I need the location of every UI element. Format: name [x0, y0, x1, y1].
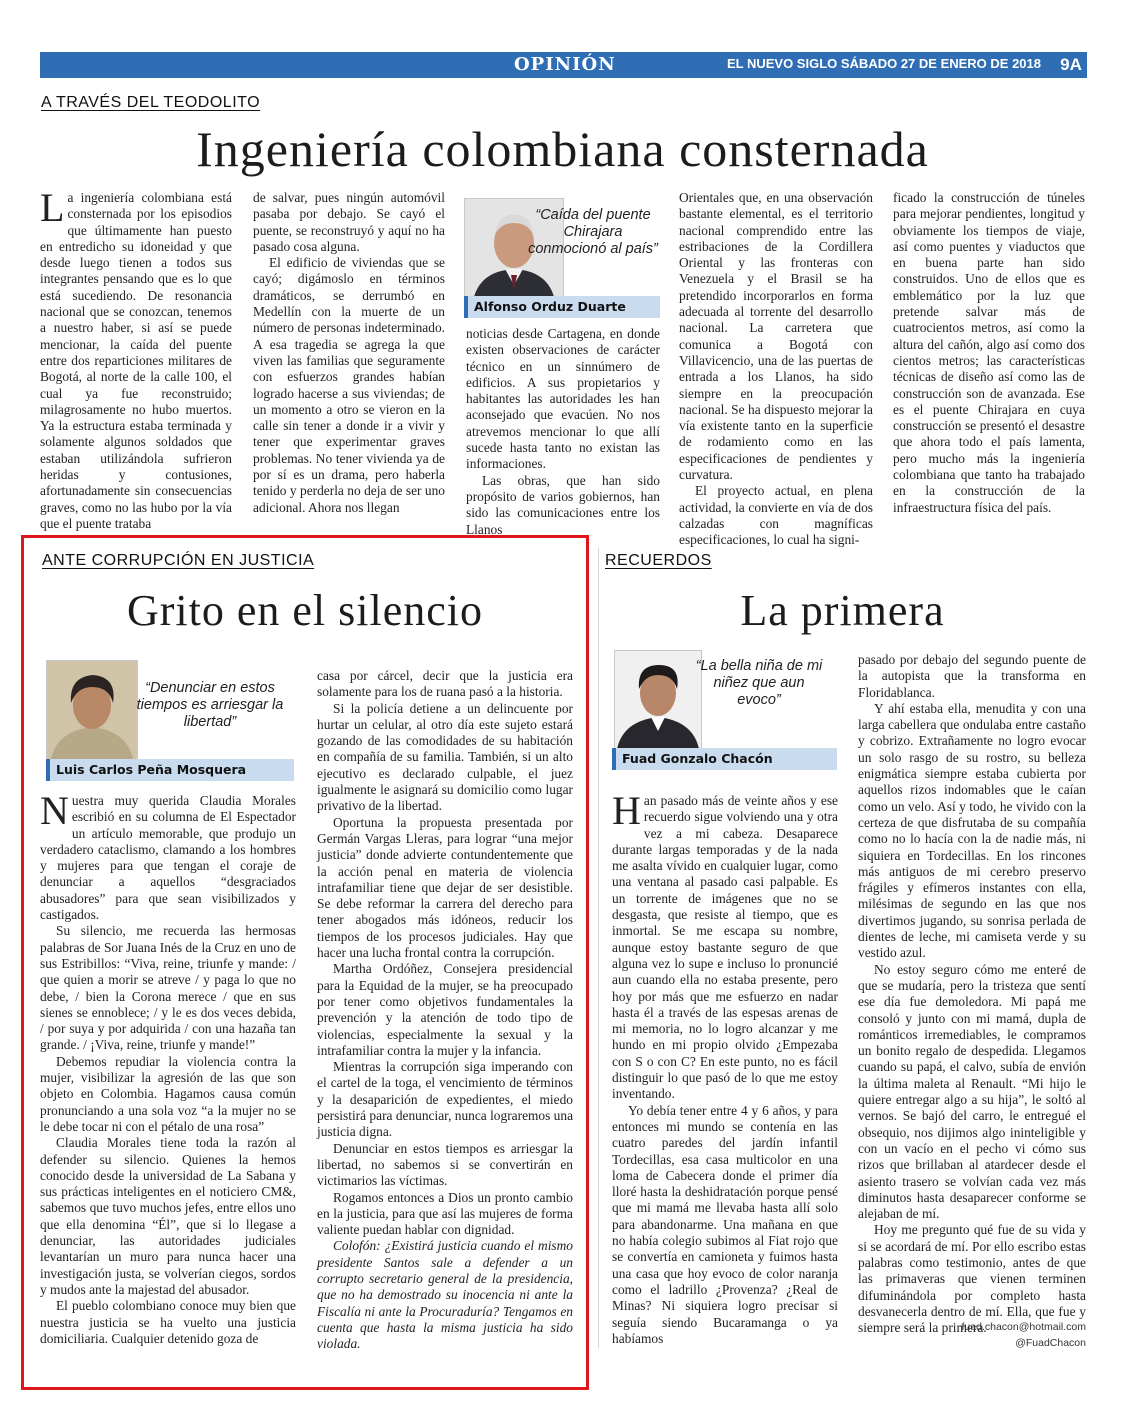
article2-paragraph: Colofón: ¿Existirá justicia cuando el mismo presidente Santos sale a defender a un corrupto secretario general de la presidencia, que no ha demostrado su inocencia ni ante la Fiscalía ni ante la Procuraduría? Tengamos en cuenta que hasta la misma justicia ha sido violada. [317, 1238, 573, 1352]
article2-paragraph: Mientras la corrupción siga imperando con el cartel de la toga, el vencimiento de términos y la desaparición de expedientes, el miedo persistirá para denunciar, nunca lograremos una justicia digna. [317, 1059, 574, 1140]
article1-paragraph: noticias desde Cartagena, en donde existen observaciones de carácter técnico en un sinnúmero de edificios. A sus propietarios y habitantes las autoridades les han aconsejado que evacúen. No nos atrevemos mencionar lo que allí sucede hasta tanto no existan las informaciones. [466, 326, 660, 472]
article1-column-2 [253, 190, 445, 525]
article2-paragraph: casa por cárcel, decir que la justicia era solamente para los de ruana pasó a la historia. [317, 668, 573, 700]
issue-date: SÁBADO 27 DE ENERO DE 2018 [840, 56, 1041, 71]
article3-column-1 [612, 788, 838, 1363]
article2-paragraph: Debemos repudiar la violencia contra la mujer, visibilizar la agresión de las que son objeto en Colombia. Hagamos causa común pronunciando a una sola voz “a la mujer no se le debe tocar ni con el pétalo de una rosa” [40, 1053, 296, 1134]
author-photo-pena [46, 660, 138, 760]
article2-paragraph: Martha Ordóñez, Consejera presidencial para la Equidad de la mujer, se ha preocupado por tener como objetivos fundamentales la prevención y la atención de todo tipo de violencias, especialmente la sexual y la intrafamiliar contra la mujer y la infancia. [317, 961, 573, 1058]
article2-headline: Grito en el silencio [126, 586, 483, 635]
article1-paragraph: El edificio de viviendas que se cayó; digámoslo en términos dramáticos, se derrumbó en Medellín con la muerte de un número de personas indeterminado. A esa tragedia se agrega la que viven las familias que seguramente con esfuerzos grandes habían logrado hacerse a sus viviendas; de un momento a otro se vieron en la calle sin tener a donde ir a vivir y tener que experimentar graves problemas. No tener vivienda ya de por sí es un drama, pero haberla tenido y perderla no deja de ser uno adicional. Ahora nos llegan [253, 255, 445, 515]
article3-paragraph: Yo debía tener entre 4 y 6 años, y para entonces mi mundo se contenía en las cuatro paredes del jardín infantil Tordecillas, esa casa multicolor en una loma de Cabecera donde el primer día lloré hasta la deshidratación porque pensé que mi mamá me llevaba hasta allí solo para abandonarme. Una mañana en que no había colegio subimos al Fiat rojo que se convertía en camioneta y fuimos hasta una casa que hoy evoco de color naranja como el ladrillo ¿Provenza? ¿Real de Minas? Ni siquiera logro precisar si seguía siendo Bucaramanga o ya habíamos [612, 1102, 838, 1346]
article3-dropcap: H [612, 788, 641, 833]
article2-paragraph: Si la policía detiene a un delincuente por hurtar un celular, al otro día este sujeto estará gozando de las comodidades de su habitación en compañía de su familia. También, si un alto ejecutivo es declarado culpable, el juez igualmente le asignará su domicilio como lugar privativo de la libertad. [317, 700, 573, 814]
article2-paragraph: Denunciar en estos tiempos es arriesgar la libertad, no sabemos si se convertirán en victimarios las víctimas. [317, 1140, 573, 1189]
article2-paragraph: Claudia Morales tiene toda la razón al defender su silencio. Quienes la hemos conocido desde la universidad de La Sabana y sus prácticas inteligentes en el noticiero CM&, sabemos que tuvo muchos jefes, entre ellos uno que ella denomina “Él”, que si lo llegase a denunciar, las autoridades judiciales levantarían un muro para nunca hacer una investigación justa, se volverían ciegos, sordos y mudos ante la majestad del abusador. [40, 1135, 296, 1297]
column-divider [598, 548, 599, 1348]
article1-paragraph: Orientales que, en una observación bastante elemental, es el territorio nacional comprendido entre las estribaciones de la Cordillera Oriental y las fronteras con Venezuela y el Brasil se ha pretendido incorporarlos en forma adecuada al torrente del desarrollo nacional. La carretera que comunica a Bogotá con Villavicencio, una de las puertas de entrada a los Llanos, ha sido siempre en la preocupación nacional. Se ha dispuesto mejorar la vía existente tanto en la superficie de rodamiento como en las especificaciones de pendientes y curvatura. [679, 190, 873, 483]
section-label: OPINIÓN [514, 54, 616, 75]
article1-paragraph: El proyecto actual, en plena actividad, la convierte en vía de dos calzadas con magníficas especificaciones, lo cual ha signi- [679, 483, 873, 548]
article1-column-5 [893, 190, 1085, 525]
article3-paragraph: No estoy seguro cómo me enteré de que se mudaría, pero la tristeza que sentí ese día fue demoledora. Mi papá me consoló y junto con mi mamá, dupla de románticos irremediables, le compramos un bonito regalo de despedida. Llegamos cuando su papá, el calvo, subía de envión la última maleta al Renault. “Mi hijo le quiere entregar algo a su hija”, le soltó al vernos. Se bajó del carro, le entregué el obsequio, nos dijimos algo ininteligible y con un vacío en el pecho vi cómo sus rizos que brillaban al atardecer desde el asiento trasero se volvían cada vez más diminutos hasta desaparecer conforme se alejaban de mí. [858, 961, 1086, 1222]
article3-paragraph: an pasado más de veinte años y ese recuerdo sigue volviendo una y otra vez a mi cabeza. Desaparece durante largas temporadas y de la nada me asalta vívido en cualquier lugar, como una ventana al pasado casi palpable. Es un torrente de imágenes que no se desgasta, que resiste al tiempo, que es inmortal. Se me escapa su nombre, aunque estoy bastante seguro de que alguna vez lo supe e incluso lo pronuncié aun cuando ella no estaba presente, pero hoy por más que me esfuerzo en nadar hasta él a través de las espesas arenas de mi memoria, no lo logro alcanzar y me hundo en mi propio olvido ¿Empezaba con S o con C? En este punto, no es fácil distinguir lo que pasó de lo que me estoy inventando. [612, 793, 838, 1102]
section-header-bar [40, 52, 1085, 78]
article3-paragraph: pasado por debajo del segundo puente de la autopista que la transforma en Floridablanca. [858, 652, 1086, 700]
article3-paragraph: Y ahí estaba ella, menudita y con una larga cabellera que ondulaba entre castaño y cobrizo. Extrañamente no logro evocar un solo rasgo de su rostro, su belleza enigmática siempre estaba cubierta por aquellos rizos indomables que le caían como un velo. Así y todo, he vivido con la certeza de que disfrutaba de su compañía como no lo hacía con la de nadie más, ni siquiera en Tordecillas. En los rincones más antiguos de mi cerebro preservo frágiles y efímeros instantes con ella, milésimas de segundo en las que nos divertimos jugando, su sonrisa perlada de dientes de leche, mi camiseta verde y su vestido azul. [858, 700, 1086, 961]
page-number: 9A [1055, 52, 1087, 78]
article3-author-bar: Fuad Gonzalo Chacón [612, 748, 837, 770]
article1-paragraph: Las obras, que han sido propósito de varios gobiernos, han sido las comunicaciones entre los Llanos [466, 472, 660, 537]
article2-dropcap: N [40, 788, 69, 833]
paper-info [727, 56, 1041, 71]
article1-column-3 [466, 326, 660, 537]
article1-headline: Ingeniería colombiana consternada [196, 121, 929, 177]
article2-paragraph: Oportuna la propuesta presentada por Germán Vargas Lleras, para lograr “una mejor justicia” donde advierte contundentemente que la acción penal en materia de violencia intrafamiliar tiene que dejar de ser desistible. Se debe reformar la carrera del derecho para tener abogados más idóneos, reducir los tiempos de los procesos judiciales. Hay que hacer una lucha frontal contra la corrupción. [317, 814, 573, 961]
article1-paragraph: de salvar, pues ningún automóvil pasaba por debajo. Se cayó el puente, se reconstruyó y aquí no ha pasado cosa alguna. [253, 190, 445, 254]
article2-paragraph: Su silencio, me recuerda las hermosas palabras de Sor Juana Inés de la Cruz en uno de sus Estribillos: “Viva, reine, triunfe y mande: / que quien a morir se atreve / y paga lo que no debe, / bien la Corona merece / que en sus sienes se ennoblece; / y le es dos veces debida, / por suya y por adquirida / con una hazaña tan grande. / ¡Viva, reine, triunfe y mande!” [40, 923, 296, 1053]
article1-dropcap: L [40, 185, 65, 230]
article2-kicker: ANTE CORRUPCIÓN EN JUSTICIA [42, 552, 315, 569]
author-twitter: @FuadChacon [1015, 1337, 1086, 1349]
article3-paragraph: Hoy me pregunto qué fue de su vida y si se acordará de mí. Por ello escribo estas palabras como testimonio, antes de que las primaveras que vienen terminen difuminándola por completo hasta desvanecerla dentro de mí. Ella, que fue y siempre será la primera. [858, 1222, 1086, 1336]
article3-pull-quote: “La bella niña de mi niñez que aun evoco” [695, 658, 823, 708]
article2-pull-quote: “Denunciar en estos tiempos es arriesgar la libertad” [136, 680, 284, 730]
article1-pull-quote: “Caída del puente Chirajara conmocionó al país” [528, 207, 658, 257]
article2-paragraph: Rogamos entonces a Dios un pronto cambio en la justicia, para que así las mujeres de forma valiente puedan hablar con dignidad. [317, 1189, 573, 1238]
article2-author-bar: Luis Carlos Peña Mosquera [46, 759, 294, 781]
paper-name: EL NUEVO SIGLO [726, 56, 838, 71]
article2-paragraph: uestra muy querida Claudia Morales escribió en su columna de El Espectador un artículo memorable, que produjo un verdadero cataclismo, clamando a los hombres y mujeres para que tengan el coraje de denunciar a aquellos “desgraciados abusadores” para que sean visibilizados y castigados. [40, 793, 296, 923]
article1-author-bar: Alfonso Orduz Duarte [464, 296, 660, 318]
article1-kicker: A TRAVÉS DEL TEODOLITO [41, 94, 261, 111]
article1-paragraph: ficado la construcción de túneles para mejorar pendientes, longitud y obviamente los tiempos de viaje, así como puentes y viaductos que en buena parte han sido construidos. Uno de ellos que es emblemático por la luz que pretende salvar más de cuatrocientos metros, así como la altura del cañón, algo así como dos cientos metros; las características técnicas de diseño así como las de construcción son de avanzada. Ese es el puente Chirajara en cuya construcción se presentó el desastre que ahora todo el país lamenta, pero mucho más la ingeniería colombiana que tanto ha trabajado en la construcción de la infraestructura física del país. [893, 190, 1085, 515]
article1-column-4 [679, 190, 873, 548]
article2-column-1 [40, 788, 296, 1383]
article3-headline: La primera [740, 586, 945, 635]
article1-paragraph: a ingeniería colombiana está consternada por los episodios que últimamente han puesto en entredicho su idoneidad y que desde luego tienen a todos sus integrantes pensando que es lo que está sucediendo. De resonancia nacional que se conozcan, tenemos a nuestro haber, si así se puede mencionar, la caída del puente entre dos reparticiones militares de Bogotá, al norte de la calle 100, el cual ya fue reconstruido; milagrosamente no hubo muertos. Ya la estructura estaba terminada y solamente algunos soldados que estaban utilizándola sufrieron heridas y contusiones, afortunadamente sin consecuencias graves, como no las hubo por la vía que el puente trataba [40, 190, 232, 531]
article2-column-2 [317, 668, 573, 1383]
author-email: fuad.chacon@hotmail.com [961, 1321, 1086, 1333]
article3-kicker: RECUERDOS [605, 552, 712, 569]
article2-paragraph: El pueblo colombiano conoce muy bien que nuestra justicia se ha vuelto una justicia domiciliaria. Cualquier detenido goza de [40, 1298, 296, 1346]
article1-column-1 [40, 185, 232, 531]
author-photo-chacon [614, 650, 702, 750]
